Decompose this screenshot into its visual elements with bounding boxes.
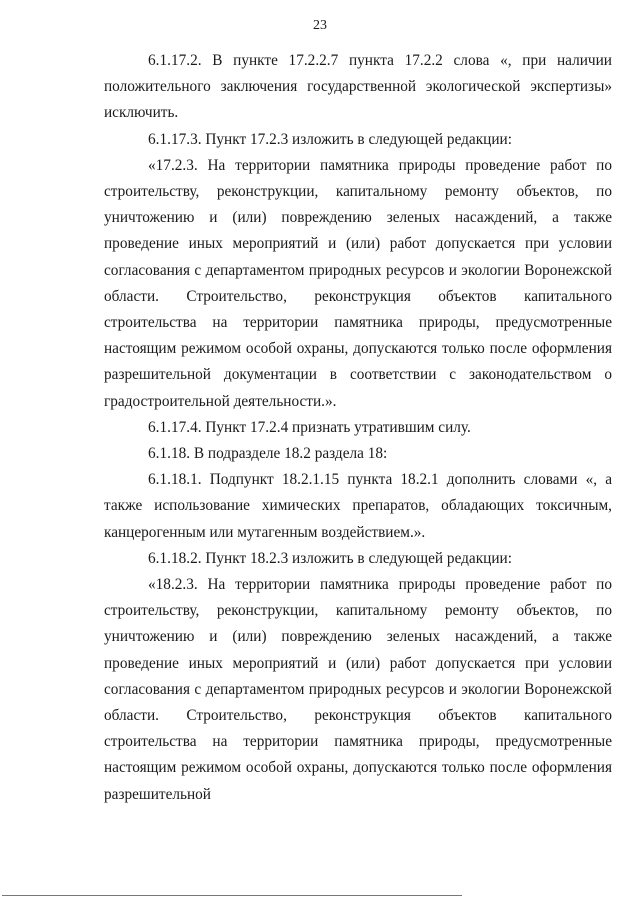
document-body (104, 48, 612, 808)
quote-17-2-3: «17.2.3. На территории памятника природы проведение работ по строительству, реконструкции, капитальному ремонту объектов, по уничтожению и (или) повреждению зеленых насаждений, а также проведение иных мероприятий и (или) работ допускается при условии согласования с департаментом природных ресурсов и экологии Воронежской области. Строительство, реконструкция объектов капитального строительства на территории памятника природы, предусмотренные настоящим режимом особой охраны, допускаются только после оформления разрешительной документации в соответствии с законодательством о градостроительной деятельности.». (104, 156, 612, 410)
paragraph-6-1-18: 6.1.18. В подразделе 18.2 раздела 18: (148, 445, 388, 463)
paragraph-6-1-18-1: 6.1.18.1. Подпункт 18.2.1.15 пункта 18.2.1 дополнить словами «, а также использование химических препаратов, обладающих токсичным, канцерогенным или мутагенным воздействием.». (104, 471, 612, 541)
page-number: 23 (313, 18, 327, 33)
paragraph-6-1-17-4: 6.1.17.4. Пункт 17.2.4 признать утратившим силу. (148, 418, 471, 436)
page-bottom-divider (2, 895, 462, 896)
paragraph-6-1-18-2: 6.1.18.2. Пункт 18.2.3 изложить в следующей редакции: (148, 549, 512, 567)
paragraph-6-1-17-3: 6.1.17.3. Пункт 17.2.3 изложить в следующей редакции: (148, 130, 512, 148)
paragraph-6-1-17-2: 6.1.17.2. В пункте 17.2.2.7 пункта 17.2.2 слова «, при наличии положительного заключения государственной экологической экспертизы» исключить. (104, 52, 612, 122)
quote-18-2-3: «18.2.3. На территории памятника природы проведение работ по строительству, реконструкции, капитальному ремонту объектов, по уничтожению и (или) повреждению зеленых насаждений, а также проведение иных мероприятий и (или) работ допускается при условии согласования с департаментом природных ресурсов и экологии Воронежской области. Строительство, реконструкция объектов капитального строительства на территории памятника природы, предусмотренные настоящим режимом особой охраны, допускаются только после оформления разрешительной (104, 576, 612, 803)
